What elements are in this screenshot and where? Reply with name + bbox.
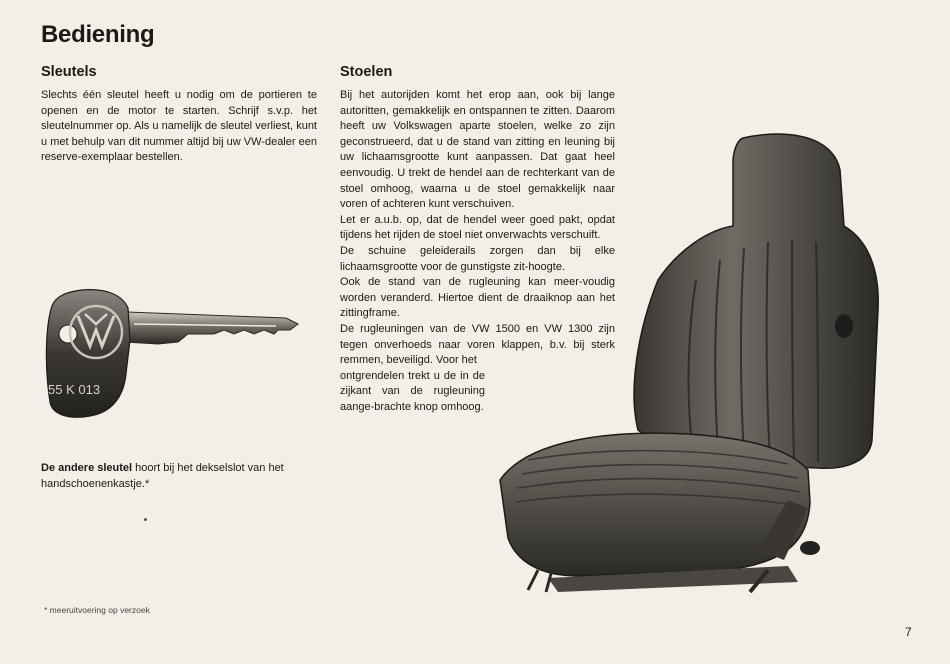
stoelen-p1: Bij het autorijden komt het erop aan, ook bij lange autoritten, gemakkelijk en ontspannen te zitten. Daarom heeft uw Volkswagen aparte stoelen, welke zo zijn geconstrueerd, dat u de stand van zitting en leuning bij uw lichaamsgrootte kunt aanpassen. Dat gaat heel eenvoudig. U trekt de hendel aan de rechterkant van de stoel omhoog, waarna u de stoel gemakkelijk naar voren of achteren kunt verschuiven. bbox=[340, 89, 615, 211]
stoelen-p4: Ook de stand van de rugleuning kan meer-voudig worden veranderd. Hiertoe dient de draaiknop aan het zittingframe. bbox=[340, 276, 615, 320]
sleutels-body: Slechts één sleutel heeft u nodig om de portieren te openen en de motor te starten. Schrijf s.v.p. het sleutelnummer op. Als u namelijk de sleutel verliest, kunt u met behulp van dit nummer altijd bij uw VW-dealer een reserve-exemplaar bestellen. bbox=[41, 89, 317, 164]
stoelen-p2: Let er a.u.b. op, dat de hendel weer goed pakt, opdat tijdens het rijden de stoel niet onverwachts verschuift. bbox=[340, 213, 615, 242]
page-title: Bediening bbox=[41, 21, 155, 48]
footnote: * meeruitvoering op verzoek bbox=[44, 605, 150, 615]
key-illustration bbox=[38, 284, 314, 424]
key-icon bbox=[38, 284, 314, 424]
car-seat-icon bbox=[488, 130, 888, 600]
key-note-block bbox=[41, 461, 317, 492]
key-engraving: 55 K 013 bbox=[48, 382, 101, 397]
stoelen-p5a: De rugleuningen van de VW 1500 en VW 1300 zijn tegen onverhoeds naar voren klappen, b.v. bij sterk remmen, beveiligd. Voor het bbox=[340, 322, 615, 367]
section-heading-sleutels: Sleutels bbox=[41, 64, 97, 80]
key-note-text: hoort bij het dekselslot van het handschoenenkastje.* bbox=[41, 462, 284, 490]
stoelen-p5b: ontgrendelen trekt u de in de zijkant van de rugleuning aange-brachte knop omhoog. bbox=[340, 369, 485, 413]
section-heading-stoelen: Stoelen bbox=[340, 64, 393, 80]
print-speck bbox=[144, 518, 147, 521]
key-note-bold: De andere sleutel bbox=[41, 462, 133, 474]
sleutels-text-block bbox=[41, 88, 317, 166]
stoelen-p3: De schuine geleiderails zorgen dan bij elke lichaamsgrootte voor de gunstigste zit-hoogte. bbox=[340, 244, 615, 273]
page-number: 7 bbox=[905, 625, 912, 639]
seat-photo bbox=[488, 130, 888, 600]
